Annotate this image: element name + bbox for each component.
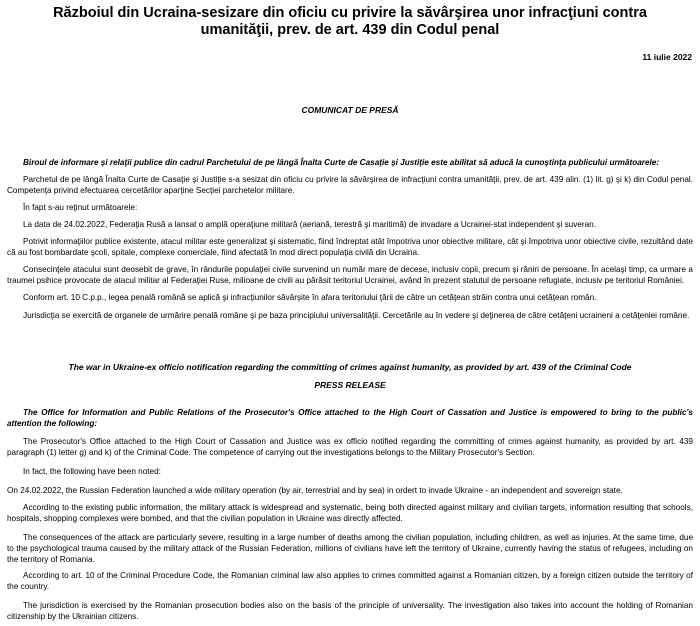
ro-paragraph-5 — [7, 264, 693, 286]
ro-paragraph-1-text: Parchetul de pe lângă Înalta Curte de Casaţie şi Justiţie s-a sesizat din oficiu cu privire la săvârşirea de infracţiuni contra umanităţii, prev. de art. 439 alin. (1) lit. g) şi k) din Codul penal. Competenţa privind efectuarea cercetărilor aparţine Secţiei parchetelor militare. — [7, 175, 693, 195]
release-date: 11 iulie 2022 — [642, 52, 692, 62]
en-intro-text: The Office for Information and Public Relations of the Prosecutor's Office attached to the High Court of Cassation and Justice is empowered to bring to the public's attention the following: — [7, 408, 693, 428]
ro-paragraph-3 — [7, 219, 693, 230]
en-paragraph-4-text: According to the existing public information, the military attack is widespread and systematic, being both directed against military and civilian targets, information resulting that schools, hospitals, shopping complexes were bombed, and that the civilian population in Ukraine was directly affected. — [7, 503, 693, 523]
en-paragraph-2-text: In fact, the following have been noted: — [23, 467, 161, 476]
en-paragraph-1-text: The Prosecutor's Office attached to the High Court of Cassation and Justice was ex officio notified regarding the committing of crimes against humanity, as provided by art. 439 paragraph (1) letter g) and k) of the Criminal Code. The competence of carrying out the investigations belongs to the Military Prosecutor's Section. — [7, 437, 693, 457]
ro-heading: COMUNICAT DE PRESĂ — [301, 105, 399, 115]
ro-paragraph-3-text: La data de 24.02.2022, Federaţia Rusă a lansat o amplă operaţiune militară (aeriană, terestră şi maritimă) de invadare a Ucrainei-stat independent şi suveran. — [23, 220, 596, 229]
en-paragraph-6-text: According to art. 10 of the Criminal Procedure Code, the Romanian criminal law also applies to crimes committed against a Romanian citizen, by a foreign citizen outside the territory of the country. — [7, 571, 693, 591]
ro-paragraph-4-text: Potrivit informaţiilor publice existente, atacul militar este generalizat şi sistematic, fiind îndreptat atât împotriva unor obiective militare, cât şi împotriva unor obiective civile, rezultând date că au fost bombardate şcoli, spitale, complexe comerciale, fiind afectată în mod direct populaţia civilă din Ucraina. — [7, 237, 693, 257]
ro-paragraph-6 — [7, 292, 693, 303]
en-paragraph-5-text: The consequences of the attack are particularly severe, resulting in a large number of deaths among the civilian population, including children, as well as injuries. At the same time, due to the psychological trauma caused by the military attack of the Russian Federation, millions of civilians have left the territory of Ukraine, currently having the status of refugees, including on the territory of Romania. — [7, 533, 693, 564]
ro-paragraph-2-text: În fapt s-au reţinut următoarele: — [23, 203, 138, 212]
en-paragraph-3-text: On 24.02.2022, the Russian Federation launched a wide military operation (by air, terrestrial and by sea) in ordert to invade Ukraine - an independent and sovereign state. — [7, 486, 623, 495]
ro-paragraph-2 — [7, 202, 693, 213]
en-paragraph-6 — [7, 570, 693, 592]
ro-paragraph-7-text: Jurisdicţia se exercită de organele de urmărire penală române şi pe baza principiului universalităţii. Cercetările au în vedere şi deţinerea de către cetăţeni ucraineni a cetăţeniei române. — [23, 311, 690, 320]
en-paragraph-4 — [7, 502, 693, 524]
ro-paragraph-7 — [7, 310, 693, 321]
en-intro — [7, 407, 693, 429]
en-heading: PRESS RELEASE — [314, 380, 386, 390]
ro-intro-text: Biroul de informare şi relaţii publice din cadrul Parchetului de pe lângă Înalta Curte de Casaţie şi Justiţie este abilitat să aducă la cunoştinţa publicului următoarele: — [23, 158, 660, 167]
ro-paragraph-5-text: Consecinţele atacului sunt deosebit de grave, în rândurile populaţiei civile survenind un număr mare de decese, inclusiv copii, precum şi răniri de persoane. În acelaşi timp, ca urmare a traumei psihice provocate de atacul militar al Federaţiei Ruse, milioane de civili au părăsit teritoriul Ucrainei, având în prezent statutul de persoane refugiate, inclusiv pe teritoriul României. — [7, 265, 693, 285]
en-paragraph-5 — [7, 532, 693, 565]
en-title: The war in Ukraine-ex officio notification regarding the committing of crimes against humanity, as provided by art. 439 of the Criminal Code — [68, 362, 632, 372]
en-paragraph-7-text: The jurisdiction is exercised by the Romanian prosecution bodies also on the basis of the principle of universality. The investigation also takes into account the holding of Romanian citizenship by the Ukrainian citizens. — [7, 601, 693, 621]
ro-intro — [7, 157, 693, 168]
ro-paragraph-6-text: Conform art. 10 C.p.p., legea penală română se aplică şi infracţiunilor săvârşite în afara teritoriului ţării de către un cetăţean străin contra unui cetăţean român. — [23, 293, 597, 302]
en-paragraph-1 — [7, 436, 693, 458]
en-paragraph-7 — [7, 600, 693, 622]
en-paragraph-2 — [7, 466, 693, 477]
ro-paragraph-4 — [7, 236, 693, 258]
ro-paragraph-1 — [7, 174, 693, 196]
document-title: Războiul din Ucraina-sesizare din oficiu cu privire la săvârşirea unor infracţiuni contra umanităţii, prev. de art. 439 din Codul penal — [53, 5, 647, 38]
en-paragraph-3 — [7, 485, 693, 496]
